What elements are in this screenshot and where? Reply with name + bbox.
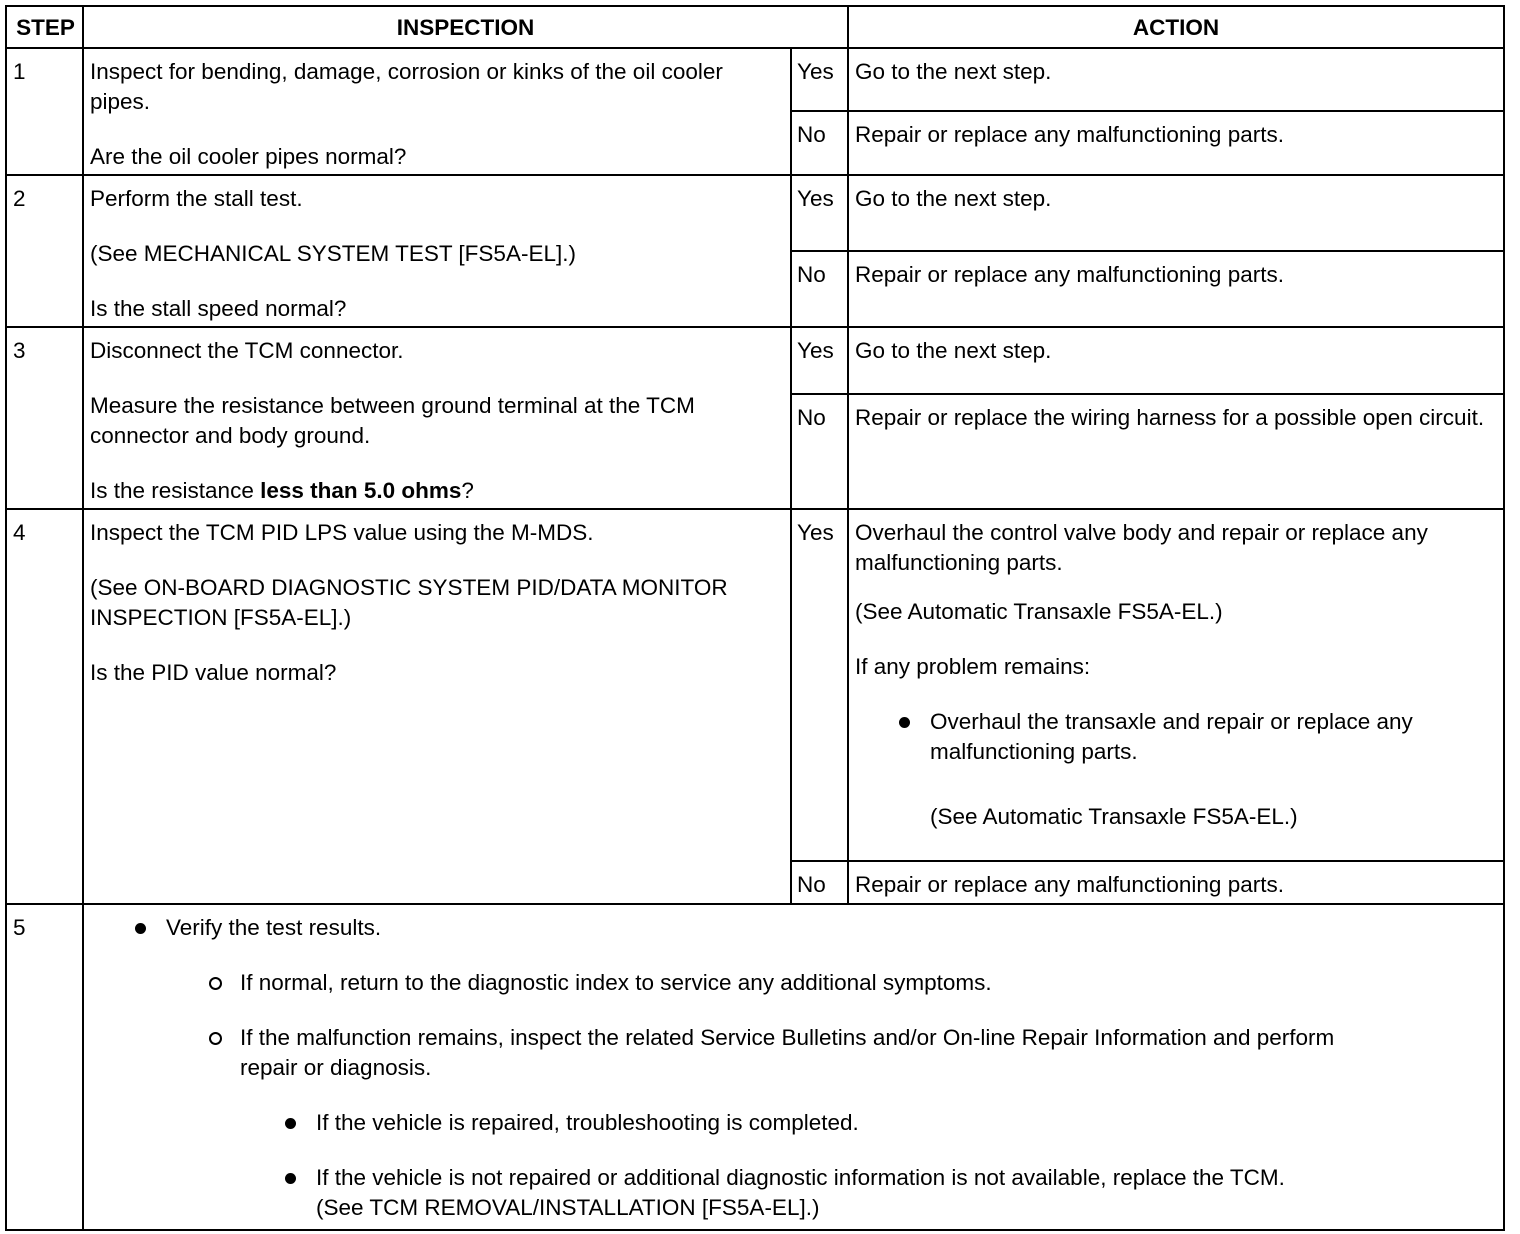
repaired-bullet: [90, 1108, 1497, 1138]
no-label: No: [791, 111, 848, 175]
step-number: 4: [6, 509, 83, 904]
bullet-text: Overhaul the transaxle and repair or replace any malfunctioning parts.: [930, 709, 1413, 764]
malfunction-sub-bullet: [90, 1023, 1497, 1083]
inspection-question: Is the PID value normal?: [90, 660, 337, 685]
step-header: STEP: [6, 6, 83, 48]
bullet-icon: [285, 1173, 296, 1184]
sub-bullet-text: If the malfunction remains, inspect the related Service Bulletins and/or On-line Repair Information and perform repair or diagnosis.: [240, 1025, 1335, 1080]
yes-label: Yes: [791, 327, 848, 394]
step-number: 2: [6, 175, 83, 327]
question-suffix: ?: [461, 478, 474, 503]
yes-action: Go to the next step.: [848, 48, 1504, 111]
inspection-text: Disconnect the TCM connector.: [90, 338, 404, 363]
step-2-inspection: [83, 175, 791, 327]
action-header: ACTION: [848, 6, 1504, 48]
no-action: Repair or replace any malfunctioning parts.: [848, 251, 1504, 327]
step-5-content: [83, 904, 1504, 1230]
no-action: Repair or replace any malfunctioning parts.: [848, 861, 1504, 904]
bullet-text: If the vehicle is repaired, troubleshooting is completed.: [316, 1110, 859, 1135]
troubleshooting-table: [5, 5, 1505, 1231]
step-5-row: [6, 904, 1504, 1230]
verify-bullet: [90, 913, 1497, 943]
yes-action: Go to the next step.: [848, 175, 1504, 251]
inspection-text: Inspect the TCM PID LPS value using the M-MDS.: [90, 520, 594, 545]
inspection-reference: (See MECHANICAL SYSTEM TEST [FS5A-EL].): [90, 241, 576, 266]
yes-action: Go to the next step.: [848, 327, 1504, 394]
bullet-text: Verify the test results.: [166, 915, 382, 940]
inspection-header: INSPECTION: [83, 6, 848, 48]
step-4-yes-row: [6, 509, 1504, 861]
step-2-yes-row: [6, 175, 1504, 251]
question-prefix: Is the resistance: [90, 478, 261, 503]
not-repaired-bullet: [90, 1163, 1497, 1223]
inspection-question: Are the oil cooler pipes normal?: [90, 144, 407, 169]
bullet-icon: [135, 923, 146, 934]
inspection-question: Is the stall speed normal?: [90, 296, 347, 321]
step-3-inspection: [83, 327, 791, 509]
no-label: No: [791, 394, 848, 509]
step-1-inspection: [83, 48, 791, 175]
inspection-text: Perform the stall test.: [90, 186, 303, 211]
no-action: Repair or replace any malfunctioning parts.: [848, 111, 1504, 175]
header-row: [6, 6, 1504, 48]
ring-bullet-icon: [209, 1032, 222, 1045]
inspection-measure-text: Measure the resistance between ground terminal at the TCM connector and body ground.: [90, 393, 695, 448]
step-3-yes-row: [6, 327, 1504, 394]
yes-label: Yes: [791, 509, 848, 861]
yes-action: [848, 509, 1504, 861]
no-label: No: [791, 251, 848, 327]
question-threshold: less than 5.0 ohms: [260, 478, 462, 503]
ring-bullet-icon: [209, 977, 222, 990]
yes-label: Yes: [791, 48, 848, 111]
bullet-icon: [899, 717, 910, 728]
sub-bullet-text: If normal, return to the diagnostic index to service any additional symptoms.: [240, 970, 992, 995]
normal-sub-bullet: [90, 968, 1497, 998]
bullet-icon: [285, 1118, 296, 1129]
no-action: Repair or replace the wiring harness for a possible open circuit.: [848, 394, 1504, 509]
yes-action-reference: (See Automatic Transaxle FS5A-EL.): [855, 599, 1223, 624]
step-4-inspection: [83, 509, 791, 904]
yes-action-bullet: [855, 707, 1495, 832]
step-number: 5: [6, 904, 83, 1230]
inspection-reference: (See ON-BOARD DIAGNOSTIC SYSTEM PID/DATA MONITOR INSPECTION [FS5A-EL].): [90, 575, 728, 630]
step-number: 3: [6, 327, 83, 509]
no-label: No: [791, 861, 848, 904]
step-number: 1: [6, 48, 83, 175]
bullet-text: If the vehicle is not repaired or additional diagnostic information is not available, replace the TCM.: [316, 1165, 1285, 1190]
yes-label: Yes: [791, 175, 848, 251]
inspection-text: Inspect for bending, damage, corrosion or kinks of the oil cooler pipes.: [90, 59, 723, 114]
bullet-reference: (See TCM REMOVAL/INSTALLATION [FS5A-EL].): [316, 1195, 820, 1220]
inspection-question: [90, 476, 784, 506]
step-1-yes-row: [6, 48, 1504, 111]
yes-action-condition: If any problem remains:: [855, 654, 1091, 679]
bullet-reference: (See Automatic Transaxle FS5A-EL.): [930, 804, 1298, 829]
yes-action-text: Overhaul the control valve body and repair or replace any malfunctioning parts.: [855, 520, 1428, 575]
